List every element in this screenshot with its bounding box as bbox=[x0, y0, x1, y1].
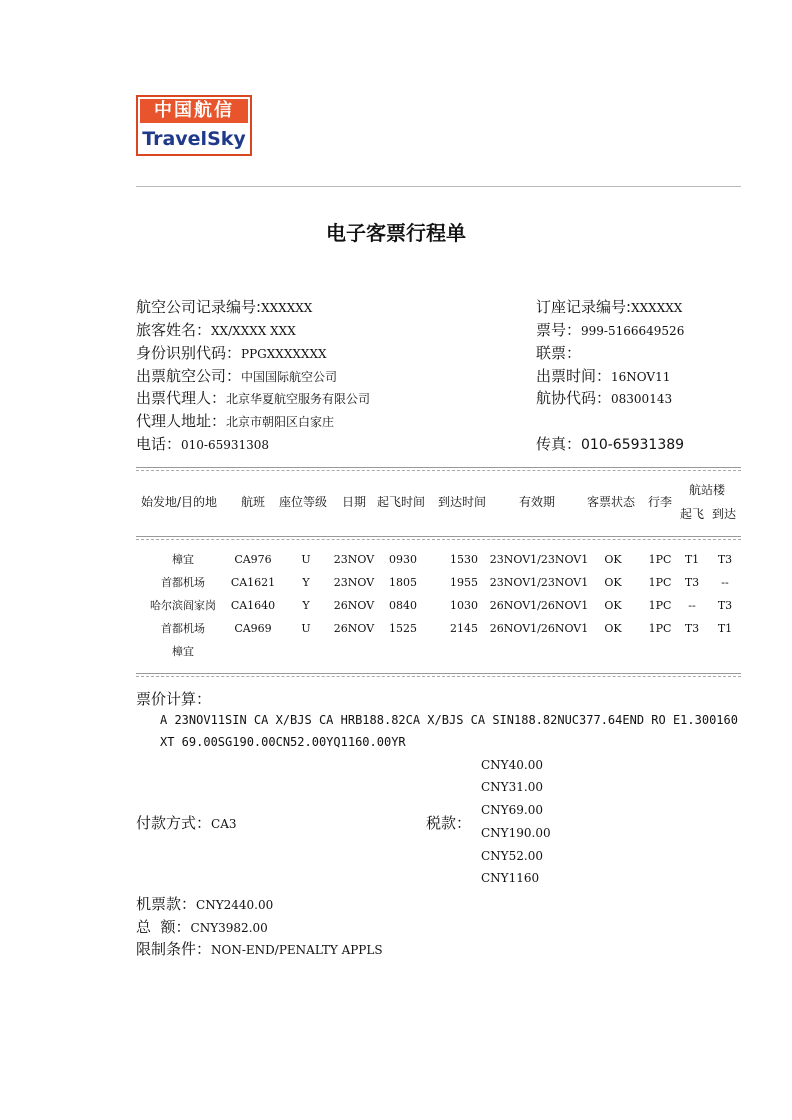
logo-cn-text: 中国航信 bbox=[140, 99, 248, 123]
fare-calc-line-2: XT 69.00SG190.00CN52.00YQ1160.00YR bbox=[160, 735, 406, 749]
cell-status: OK bbox=[604, 553, 622, 566]
col-class-header: 座位等级 bbox=[279, 495, 328, 509]
agent-value: 北京华夏航空服务有限公司 bbox=[226, 392, 371, 406]
page-title: 电子客票行程单 bbox=[326, 221, 466, 245]
cell-validity: 26NOV1/26NOV1 bbox=[489, 599, 589, 612]
cell-route: 首都机场 bbox=[161, 622, 205, 635]
id-label: 身份识别代码： bbox=[136, 344, 242, 362]
iata-value: 08300143 bbox=[611, 392, 673, 406]
phone-row bbox=[136, 433, 269, 454]
cell-route: 哈尔滨阎家岗 bbox=[150, 599, 216, 612]
airline-record-value: XXXXXX bbox=[261, 301, 313, 315]
col-validity-header: 有效期 bbox=[519, 495, 556, 509]
col-date-header: 日期 bbox=[342, 495, 367, 509]
cell-arr: 2145 bbox=[450, 622, 478, 635]
passenger-label: 旅客姓名： bbox=[136, 321, 212, 339]
payment-label: 付款方式： bbox=[136, 814, 212, 832]
issue-time-value: 16NOV11 bbox=[611, 370, 671, 384]
tax-item: CNY40.00 bbox=[481, 758, 543, 772]
phone-value: 010-65931308 bbox=[181, 438, 270, 452]
header-divider bbox=[136, 186, 741, 187]
fax-value: 010-65931389 bbox=[581, 437, 685, 453]
cell-flight: CA976 bbox=[234, 553, 272, 566]
cell-route: 首都机场 bbox=[161, 576, 205, 589]
cell-date: 23NOV bbox=[333, 576, 375, 589]
cell-status: OK bbox=[604, 622, 622, 635]
id-row bbox=[136, 342, 327, 363]
cell-baggage: 1PC bbox=[648, 553, 672, 566]
cell-term-dep: T1 bbox=[684, 553, 700, 566]
fare-label: 机票款： bbox=[136, 895, 197, 913]
cell-class: Y bbox=[302, 599, 310, 612]
issuing-airline-value: 中国国际航空公司 bbox=[241, 370, 338, 384]
payment-row bbox=[136, 812, 237, 833]
booking-record-label: 订座记录编号: bbox=[536, 298, 632, 316]
cell-class: U bbox=[301, 553, 311, 566]
fare-calc-label: 票价计算： bbox=[136, 690, 212, 708]
cell-term-arr: T1 bbox=[717, 622, 733, 635]
issue-time-label: 出票时间： bbox=[536, 367, 612, 385]
cell-status: OK bbox=[604, 576, 622, 589]
issuing-airline-row bbox=[136, 365, 337, 386]
col-status-header: 客票状态 bbox=[587, 495, 636, 509]
cell-dep: 1805 bbox=[389, 576, 417, 589]
agent-addr-label: 代理人地址： bbox=[136, 412, 227, 430]
fare-value: CNY2440.00 bbox=[196, 898, 274, 912]
cell-term-arr: T3 bbox=[717, 599, 733, 612]
tax-item: CNY52.00 bbox=[481, 849, 543, 863]
col-terminal-header: 航站楼 bbox=[689, 483, 726, 497]
cell-term-arr: T3 bbox=[717, 553, 733, 566]
total-row bbox=[136, 916, 268, 937]
cell-validity: 23NOV1/23NOV1 bbox=[489, 576, 589, 589]
fare-calc-line-1: A 23NOV11SIN CA X/BJS CA HRB188.82CA X/BJS CA SIN188.82NUC377.64END RO E1.300160 bbox=[160, 713, 738, 727]
id-value: PPGXXXXXXX bbox=[241, 347, 327, 361]
cell-arr: 1955 bbox=[450, 576, 478, 589]
cell-arr: 1530 bbox=[450, 553, 478, 566]
phone-label: 电话： bbox=[136, 435, 182, 453]
fare-row bbox=[136, 893, 273, 914]
cell-class: U bbox=[301, 622, 311, 635]
agent-addr-value: 北京市朝阳区白家庄 bbox=[226, 415, 335, 429]
table-top-divider bbox=[136, 467, 741, 471]
final-destination: 樟宜 bbox=[172, 645, 194, 658]
travelsky-logo bbox=[136, 95, 252, 156]
restriction-row bbox=[136, 938, 383, 959]
airline-record-label: 航空公司记录编号: bbox=[136, 298, 262, 316]
restriction-label: 限制条件： bbox=[136, 940, 212, 958]
col-term-dep-header: 起飞 bbox=[680, 507, 705, 521]
cell-dep: 0930 bbox=[389, 553, 417, 566]
cell-flight: CA1640 bbox=[230, 599, 276, 612]
logo-en-text: TravelSky bbox=[142, 128, 246, 150]
passenger-row bbox=[136, 319, 296, 340]
fax-label: 传真： bbox=[536, 435, 582, 453]
ticket-no-value: 999-5166649526 bbox=[581, 324, 685, 338]
tax-item: CNY31.00 bbox=[481, 780, 543, 794]
cell-term-dep: T3 bbox=[684, 576, 700, 589]
iata-row bbox=[536, 387, 672, 408]
cell-route: 樟宜 bbox=[172, 553, 194, 566]
col-arr-header: 到达时间 bbox=[438, 495, 487, 509]
tax-item: CNY190.00 bbox=[481, 826, 551, 840]
cell-class: Y bbox=[302, 576, 310, 589]
cell-dep: 1525 bbox=[389, 622, 417, 635]
restriction-value: NON-END/PENALTY APPLS bbox=[211, 943, 383, 957]
conj-label: 联票： bbox=[536, 344, 582, 362]
col-flight-header: 航班 bbox=[241, 495, 266, 509]
iata-label: 航协代码： bbox=[536, 389, 612, 407]
col-term-arr-header: 到达 bbox=[712, 507, 737, 521]
cell-date: 26NOV bbox=[333, 622, 375, 635]
fax-row bbox=[536, 433, 684, 454]
airline-record-row bbox=[136, 296, 312, 317]
tax-item: CNY1160 bbox=[481, 871, 540, 885]
tax-item: CNY69.00 bbox=[481, 803, 543, 817]
cell-date: 26NOV bbox=[333, 599, 375, 612]
cell-baggage: 1PC bbox=[648, 599, 672, 612]
ticket-no-row bbox=[536, 319, 684, 340]
col-route-header: 始发地/目的地 bbox=[141, 495, 218, 509]
agent-addr-row bbox=[136, 410, 334, 431]
payment-value: CA3 bbox=[211, 817, 237, 831]
passenger-value: XX/XXXX XXX bbox=[211, 324, 296, 338]
booking-record-value: XXXXXX bbox=[631, 301, 683, 315]
cell-term-dep: T3 bbox=[684, 622, 700, 635]
ticket-no-label: 票号： bbox=[536, 321, 582, 339]
col-dep-header: 起飞时间 bbox=[377, 495, 426, 509]
table-bottom-divider bbox=[136, 673, 741, 677]
total-label: 总 额： bbox=[136, 918, 191, 936]
issue-time-row bbox=[536, 365, 670, 386]
booking-record-row bbox=[536, 296, 682, 317]
cell-flight: CA1621 bbox=[230, 576, 276, 589]
cell-arr: 1030 bbox=[450, 599, 478, 612]
agent-label: 出票代理人： bbox=[136, 389, 227, 407]
cell-flight: CA969 bbox=[234, 622, 272, 635]
tax-label: 税款： bbox=[426, 814, 472, 832]
cell-dep: 0840 bbox=[389, 599, 417, 612]
total-value: CNY3982.00 bbox=[190, 921, 268, 935]
issuing-airline-label: 出票航空公司： bbox=[136, 367, 242, 385]
cell-baggage: 1PC bbox=[648, 576, 672, 589]
cell-validity: 26NOV1/26NOV1 bbox=[489, 622, 589, 635]
agent-row bbox=[136, 387, 370, 408]
cell-term-arr: -- bbox=[721, 576, 729, 589]
cell-date: 23NOV bbox=[333, 553, 375, 566]
cell-baggage: 1PC bbox=[648, 622, 672, 635]
table-header-divider bbox=[136, 536, 741, 540]
conj-row bbox=[536, 342, 581, 363]
cell-status: OK bbox=[604, 599, 622, 612]
col-baggage-header: 行李 bbox=[648, 495, 673, 509]
cell-validity: 23NOV1/23NOV1 bbox=[489, 553, 589, 566]
cell-term-dep: -- bbox=[688, 599, 696, 612]
